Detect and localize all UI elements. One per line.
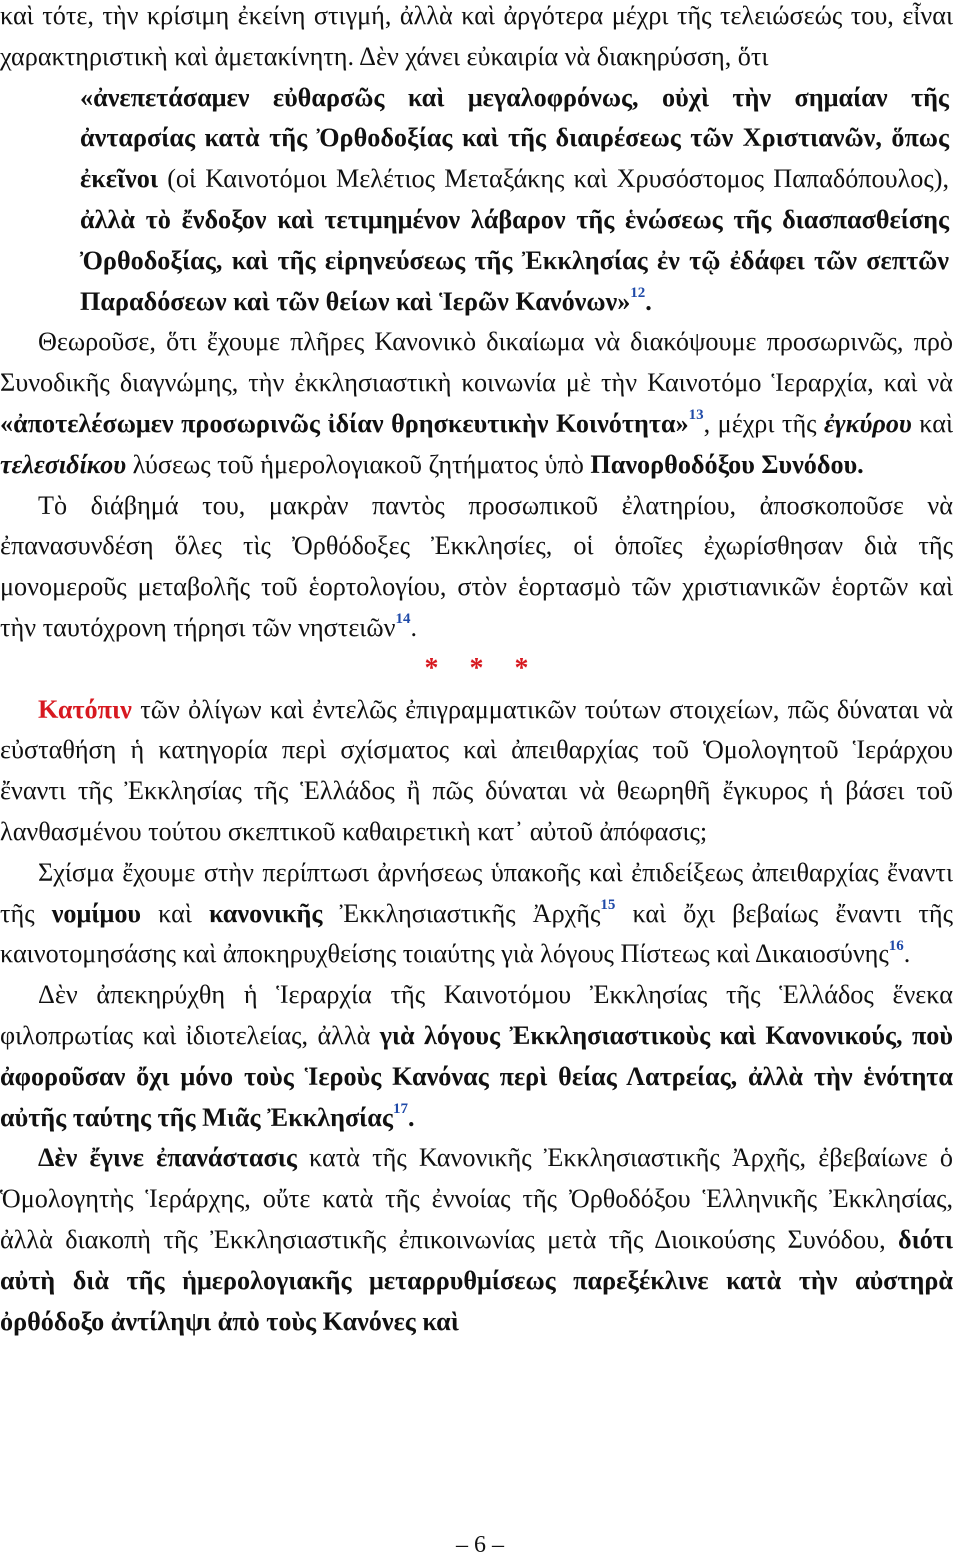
paragraph-schisma [0, 853, 953, 975]
bold-italic-phrase: ἐγκύρου [824, 408, 912, 438]
text-run: καὶ τότε, τὴν κρίσιμη ἐκείνη στιγμή, ἀλλὰ καὶ ἀργότερα μέχρι τῆς τελειώσεώς του, εἶναι χαρακτηριστικὴ καὶ ἀμετακίνητη. Δὲν χάνει εὐκαιρία νὰ διακηρύσση, ὅτι [0, 1, 953, 71]
text-run: Σχίσμα ἔχουμε στὴν περίπτωσι ἀρνήσεως ὑπακοῆς καὶ ἐπιδείξεως ἀπειθαρχίας ἔναντι τῆς [0, 857, 953, 928]
text-run: Θεωροῦσε, ὅτι ἔχουμε πλῆρες Κανονικὸ δικαίωμα νὰ διακόψουμε προσωρινῶς, πρὸ Συνοδικῆς διαγνώμης, τὴν ἐκκλησιαστικὴ κοινωνία μὲ τὴν Καινοτόμο Ἱεραρχία, καὶ νὰ [0, 327, 953, 398]
quote-bold-1: «ἀνεπετάσαμεν εὐθαρσῶς καὶ μεγαλοφρόνως, οὐχὶ τὴν σημαίαν τῆς ἀνταρσίας κατὰ τῆς Ὀρθοδοξίας καὶ τῆς διαιρέσεως τῶν Χριστιανῶν, ὅπως ἐκεῖνοι [80, 82, 949, 194]
text-run: καὶ [141, 898, 209, 928]
quote-parenthetical: (οἱ Καινοτόμοι Μελέτιος Μεταξάκης καὶ Χρυσόστομος Παπαδόπουλος), [157, 164, 949, 194]
paragraph-intro [0, 0, 953, 78]
footnote-ref-15[interactable]: 15 [600, 896, 616, 913]
text-run: τῶν ὀλίγων καὶ ἐντελῶς ἐπιγραμματικῶν τούτων στοιχείων, πῶς δύναται νὰ εὐσταθήση ἡ κατηγορία περὶ σχίσματος καὶ ἀπειθαρχίας τοῦ Ὁμολογητοῦ Ἱεράρχου ἔναντι τῆς Ἐκκλησίας τῆς Ἑλλάδος ἢ πῶς δύναται νὰ θεωρηθῆ ἔγκυρος ἡ βάσει τοῦ λανθασμένου τούτου σκεπτικοῦ καθαιρετικὴ κατ᾽ αὐτοῦ ἀπόφασις; [0, 694, 953, 846]
paragraph-katopin [0, 690, 953, 853]
bold-italic-phrase: τελεσιδίκου [0, 449, 127, 479]
paragraph-den-apekirychthi [0, 975, 953, 1138]
bold-phrase: νομίμου [51, 898, 142, 928]
red-lead-word: Κατόπιν [38, 694, 132, 724]
punctuation: . [407, 1102, 415, 1132]
page-number: – 6 – [456, 1532, 504, 1558]
quote-bold-2: ἀλλὰ τὸ ἔνδοξον καὶ τετιμημένον λάβαρον τῆς ἑνώσεως τῆς διασπασθείσης Ὀρθοδοξίας, καὶ τῆς εἰρηνεύσεως τῆς Ἐκκλησίας ἐν τῷ ἐδάφει τῶν σεπτῶν Παραδόσεων καὶ τῶν θείων καὶ Ἱερῶν Κανόνων» [80, 204, 949, 316]
bold-phrase: κανονικῆς [208, 898, 323, 928]
footnote-ref-16[interactable]: 16 [888, 937, 904, 954]
text-run: καὶ [911, 408, 953, 438]
footnote-ref-14[interactable]: 14 [395, 611, 411, 628]
text-run: Τὸ διάβημά του, μακρὰν παντὸς προσωπικοῦ ἐλατηρίου, ἀποσκοποῦσε νὰ ἐπανασυνδέση ὅλες τὶς Ὀρθόδοξες Ἐκκλησίες, οἱ ὁποῖες ἐχωρίσθησαν διὰ τῆς μονομεροῦς μεταβολῆς τοῦ ἑορτολογίου, στὸν ἑορτασμὸ τῶν χριστιανικῶν ἑορτῶν καὶ τὴν ταυτόχρονη τήρησι τῶν νηστειῶν [0, 490, 953, 642]
bold-phrase: Πανορθοδόξου Συνόδου. [590, 449, 864, 479]
text-run: καὶ ὄχι βεβαίως ἔναντι τῆς καινοτομησάσης καὶ ἀποκηρυχθείσης τοιαύτης γιὰ λόγους Πίστεως καὶ Δικαιοσύνης [0, 898, 953, 969]
text-run: κατὰ τῆς Κανονικῆς Ἐκκλησιαστικῆς Ἀρχῆς, ἐβεβαίωνε ὁ Ὁμολογητὴς Ἱεράρχης, οὔτε κατὰ τῆς ἐννοίας τῆς Ὀρθοδόξου Ἑλληνικῆς Ἐκκλησίας, ἀλλὰ διακοπὴ τῆς Ἐκκλησιαστικῆς ἐπικοινωνίας μετὰ τῆς Διοικούσης Συνόδου, [0, 1143, 953, 1254]
section-separator: * * * [424, 652, 541, 684]
paragraph-diavima [0, 486, 953, 649]
text-run: λύσεως τοῦ ἡμερολογιακοῦ ζητήματος ὑπὸ [126, 449, 591, 479]
bold-phrase: Δὲν ἔγινε ἐπανάστασις [38, 1143, 297, 1173]
bold-phrase: «ἀποτελέσωμεν προσωρινῶς ἰδίαν θρησκευτικὴν Κοινότητα» [0, 408, 689, 438]
punctuation: . [903, 939, 911, 969]
punctuation: . [645, 286, 652, 316]
punctuation: . [410, 612, 417, 642]
paragraph-theorouse [0, 322, 953, 485]
text-run: , μέχρι τῆς [703, 408, 825, 438]
text-run: Ἐκκλησιαστικῆς Ἀρχῆς [322, 898, 601, 928]
footnote-ref-17[interactable]: 17 [392, 1100, 408, 1117]
quotation [0, 78, 953, 323]
paragraph-den-egine [0, 1138, 953, 1342]
footnote-ref-13[interactable]: 13 [688, 407, 704, 424]
footnote-ref-12[interactable]: 12 [630, 284, 646, 301]
text-run: Δὲν ἀπεκηρύχθη ἡ Ἱεραρχία τῆς Καινοτόμου Ἐκκλησίας τῆς Ἑλλάδος ἕνεκα φιλοπρωτίας καὶ ἰδιοτελείας, ἀλλὰ [0, 980, 953, 1050]
bold-phrase: γιὰ λόγους Ἐκκλησιαστικοὺς καὶ Κανονικούς, ποὺ ἀφοροῦσαν ὄχι μόνο τοὺς Ἱεροὺς Κανόνας περὶ θείας Λατρείας, ἀλλὰ τὴν ἑνότητα αὐτῆς ταύτης τῆς Μιᾶς Ἐκκλησίας [0, 1020, 953, 1132]
bold-phrase: διότι αὐτὴ διὰ τῆς ἡμερολογιακῆς μεταρρυθμίσεως παρεξέκλινε κατὰ τὴν αὐστηρὰ ὀρθόδοξο ἀντίληψι ἀπὸ τοὺς Κανόνες καὶ [0, 1224, 953, 1336]
